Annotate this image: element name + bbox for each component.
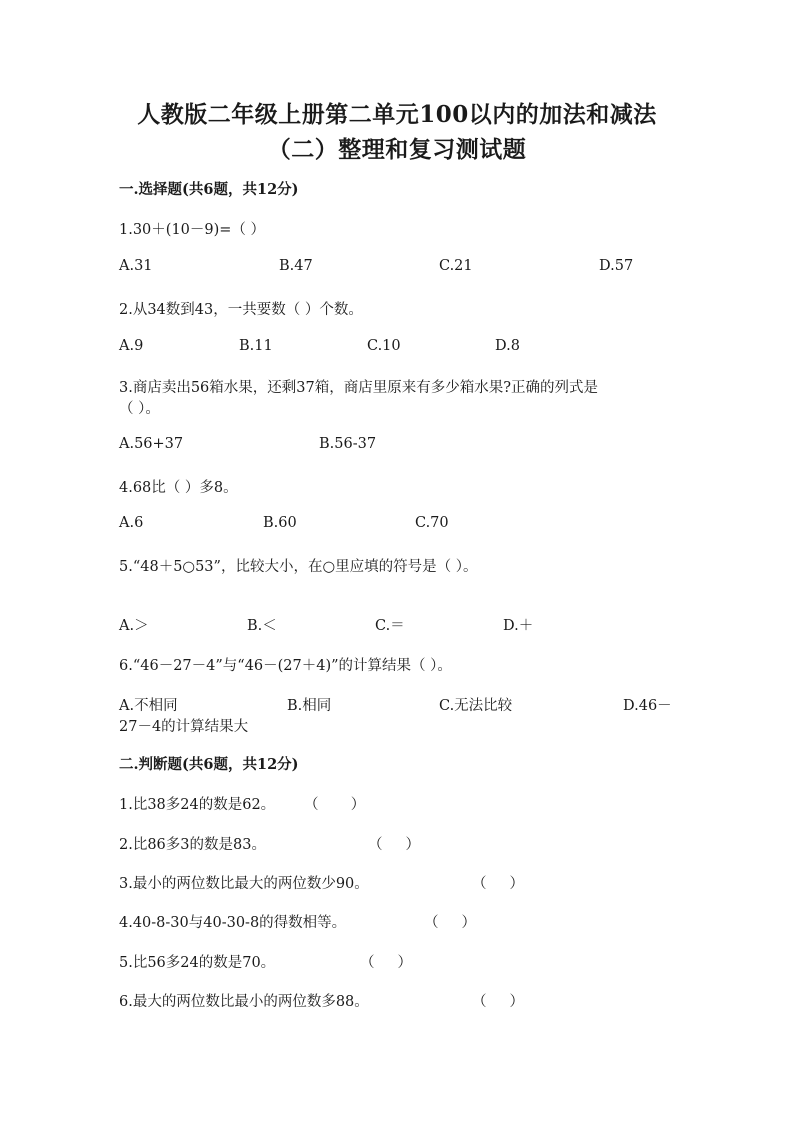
- q5-option-c: C.＝: [375, 618, 405, 634]
- q1-option-c: C.21: [439, 258, 473, 274]
- q6-option-a: A.不相同: [119, 698, 178, 714]
- question-2: 2.从34数到43，一共要数（ ）个数。: [119, 302, 363, 318]
- judge-4: 4.40-8-30与40-30-8的得数相等。: [119, 915, 347, 931]
- q3-option-a: A.56+37: [119, 436, 184, 452]
- q5-option-a: A.＞: [119, 618, 149, 634]
- judge-2-blank: （ ）: [368, 837, 421, 853]
- question-6: 6.“46－27－4”与“46－(27＋4)”的计算结果（ ）。: [119, 658, 452, 674]
- judge-4-blank: （ ）: [424, 915, 477, 931]
- q3-option-b: B.56-37: [319, 436, 377, 452]
- q1-option-b: B.47: [279, 258, 313, 274]
- question-3: 3.商店卖出56箱水果，还剩37箱，商店里原来有多少箱水果?正确的列式是: [119, 380, 599, 396]
- judge-3-blank: （ ）: [472, 876, 525, 892]
- page-subtitle: （二）整理和复习测试题: [267, 136, 527, 163]
- judge-5-blank: （ ）: [360, 955, 413, 971]
- judge-5: 5.比56多24的数是70。: [119, 955, 276, 971]
- q2-option-a: A.9: [119, 338, 144, 354]
- question-1: 1.30＋(10－9)=（ ）: [119, 222, 266, 238]
- judge-3: 3.最小的两位数比最大的两位数少90。: [119, 876, 369, 892]
- q5-option-d: D.＋: [503, 618, 534, 634]
- judge-6: 6.最大的两位数比最小的两位数多88。: [119, 994, 369, 1010]
- q2-option-d: D.8: [495, 338, 520, 354]
- judge-2: 2.比86多3的数是83。: [119, 837, 266, 853]
- q6-option-c: C.无法比较: [439, 698, 513, 714]
- section-heading-choice: 一.选择题(共6题，共12分): [119, 181, 299, 198]
- q5-option-b: B.＜: [247, 618, 277, 634]
- question-5: 5.“48＋5○53”，比较大小，在○里应填的符号是（ ）。: [119, 559, 478, 575]
- q1-option-a: A.31: [119, 258, 153, 274]
- q2-option-c: C.10: [367, 338, 401, 354]
- judge-1-blank: （ ）: [304, 797, 366, 813]
- question-3-continued: （ ）。: [119, 401, 160, 417]
- judge-6-blank: （ ）: [472, 994, 525, 1010]
- q4-option-c: C.70: [415, 515, 449, 531]
- q1-option-d: D.57: [599, 258, 634, 274]
- question-4: 4.68比（ ）多8。: [119, 480, 238, 496]
- q4-option-a: A.6: [119, 515, 144, 531]
- judge-1: 1.比38多24的数是62。: [119, 797, 276, 813]
- q6-option-d: D.46－: [623, 698, 672, 714]
- page-title: 人教版二年级上册第二单元100以内的加法和减法: [137, 101, 657, 128]
- section-heading-judge: 二.判断题(共6题，共12分): [119, 756, 299, 773]
- q6-option-b: B.相同: [287, 698, 332, 714]
- q6-option-d-continued: 27－4的计算结果大: [119, 719, 249, 735]
- q2-option-b: B.11: [239, 338, 273, 354]
- q4-option-b: B.60: [263, 515, 297, 531]
